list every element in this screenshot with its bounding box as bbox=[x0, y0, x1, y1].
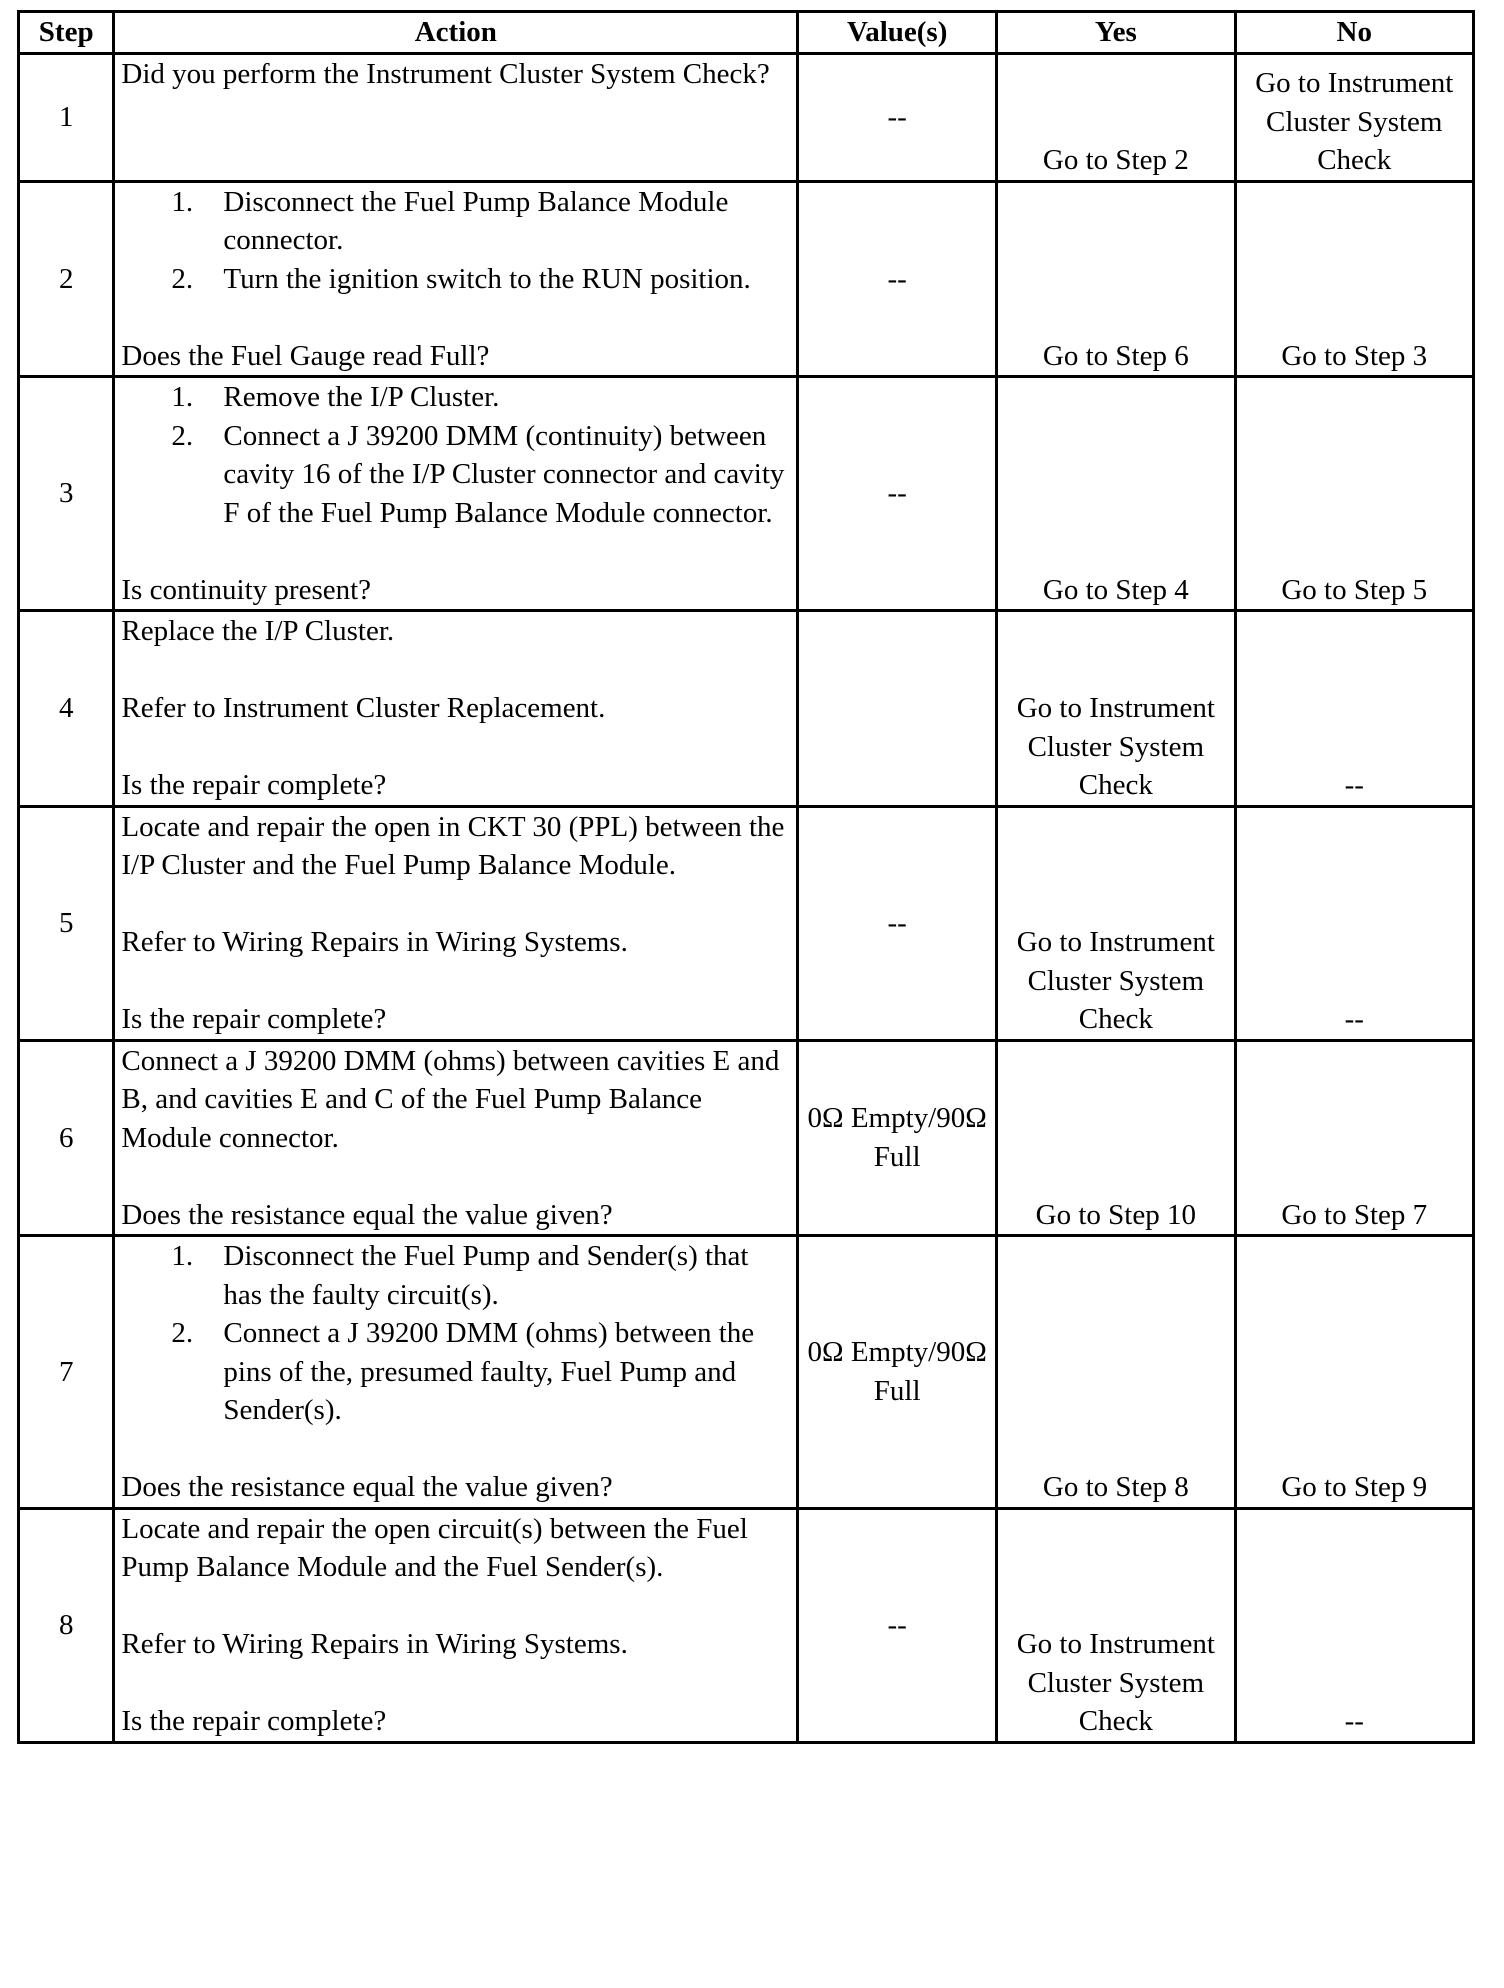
header-row bbox=[19, 12, 1474, 54]
action-step-text: Connect a J 39200 DMM (continuity) between cavity 16 of the I/P Cluster connector and cavity F of the Fuel Pump Balance Module connector. bbox=[223, 419, 785, 529]
header-step: Step bbox=[19, 12, 114, 54]
action-paragraph: Did you perform the Instrument Cluster System Check? bbox=[121, 57, 770, 90]
step-number: 6 bbox=[19, 1040, 114, 1236]
step-number: 1 bbox=[19, 53, 114, 181]
action-step-number: 1. bbox=[171, 381, 194, 413]
header-action: Action bbox=[114, 12, 798, 54]
action-step-number: 2. bbox=[171, 419, 194, 452]
action-cell bbox=[114, 377, 798, 611]
action-step-item bbox=[121, 1237, 790, 1314]
action-steps-list bbox=[121, 183, 790, 299]
no-cell: Go to Step 5 bbox=[1235, 377, 1473, 611]
values-cell: -- bbox=[798, 181, 997, 377]
values-cell: -- bbox=[798, 377, 997, 611]
action-cell bbox=[114, 181, 798, 377]
no-cell: Go to Step 3 bbox=[1235, 181, 1473, 377]
action-paragraph: Refer to Wiring Repairs in Wiring Systems. bbox=[121, 926, 628, 958]
action-question: Is continuity present? bbox=[121, 573, 372, 606]
spacer bbox=[121, 1157, 790, 1196]
action-paragraph: Connect a J 39200 DMM (ohms) between cavities E and B, and cavities E and C of the Fuel Pump Balance Module connector. bbox=[121, 1044, 780, 1154]
yes-cell: Go to Step 6 bbox=[997, 181, 1235, 377]
table-row bbox=[19, 377, 1474, 611]
step-number: 4 bbox=[19, 611, 114, 807]
spacer bbox=[121, 298, 790, 337]
step-number: 7 bbox=[19, 1236, 114, 1509]
table-row bbox=[19, 181, 1474, 377]
values-cell bbox=[798, 611, 997, 807]
table-row bbox=[19, 53, 1474, 181]
action-cell bbox=[114, 611, 798, 807]
action-cell bbox=[114, 806, 798, 1040]
action-step-text: Disconnect the Fuel Pump Balance Module connector. bbox=[223, 185, 729, 256]
action-step-text: Remove the I/P Cluster. bbox=[223, 381, 500, 413]
action-cell bbox=[114, 53, 798, 181]
no-cell: Go to Step 7 bbox=[1235, 1040, 1473, 1236]
yes-cell: Go to Step 4 bbox=[997, 377, 1235, 611]
yes-cell: Go to Step 10 bbox=[997, 1040, 1235, 1236]
action-paragraph: Refer to Instrument Cluster Replacement. bbox=[121, 692, 606, 724]
step-number: 5 bbox=[19, 806, 114, 1040]
action-step-number: 1. bbox=[171, 1240, 194, 1272]
action-paragraph: Locate and repair the open circuit(s) between the Fuel Pump Balance Module and the Fuel Sender(s). bbox=[121, 1512, 748, 1583]
yes-cell: Go to Instrument Cluster System Check bbox=[997, 611, 1235, 807]
action-cell bbox=[114, 1508, 798, 1742]
action-paragraph: Does the resistance equal the value given? bbox=[121, 1198, 613, 1231]
yes-cell: Go to Step 2 bbox=[997, 53, 1235, 181]
table-row bbox=[19, 1040, 1474, 1236]
values-cell: -- bbox=[798, 1508, 997, 1742]
action-question: Does the resistance equal the value given? bbox=[121, 1471, 613, 1503]
yes-cell: Go to Step 8 bbox=[997, 1236, 1235, 1509]
table-row bbox=[19, 806, 1474, 1040]
table-row bbox=[19, 611, 1474, 807]
action-step-number: 1. bbox=[171, 185, 194, 218]
action-steps-list bbox=[121, 1237, 790, 1430]
spacer bbox=[121, 962, 790, 1001]
no-cell: Go to Instrument Cluster System Check bbox=[1235, 53, 1473, 181]
diagnostic-table bbox=[17, 10, 1475, 1744]
action-paragraph: Refer to Wiring Repairs in Wiring Systems. bbox=[121, 1628, 628, 1660]
values-cell: 0Ω Empty/90Ω Full bbox=[798, 1236, 997, 1509]
spacer bbox=[121, 651, 790, 690]
no-cell: -- bbox=[1235, 806, 1473, 1040]
action-cell bbox=[114, 1040, 798, 1236]
table-row bbox=[19, 1236, 1474, 1509]
step-number: 3 bbox=[19, 377, 114, 611]
spacer bbox=[121, 728, 790, 767]
spacer bbox=[121, 1430, 790, 1469]
action-step-text: Connect a J 39200 DMM (ohms) between the pins of the, presumed faulty, Fuel Pump and Sender(s). bbox=[223, 1317, 755, 1426]
table-row bbox=[19, 1508, 1474, 1742]
table-body bbox=[19, 53, 1474, 1742]
values-cell: -- bbox=[798, 53, 997, 181]
action-step-item bbox=[121, 183, 790, 260]
header-no: No bbox=[1235, 12, 1473, 54]
header-yes: Yes bbox=[997, 12, 1235, 54]
action-paragraph: Replace the I/P Cluster. bbox=[121, 615, 395, 647]
action-step-item bbox=[121, 417, 790, 533]
action-paragraph: Is the repair complete? bbox=[121, 1003, 387, 1035]
action-paragraph: Locate and repair the open in CKT 30 (PPL) between the I/P Cluster and the Fuel Pump Balance Module. bbox=[121, 810, 785, 881]
values-cell: -- bbox=[798, 806, 997, 1040]
no-cell: -- bbox=[1235, 1508, 1473, 1742]
action-steps-list bbox=[121, 378, 790, 532]
no-cell: Go to Step 9 bbox=[1235, 1236, 1473, 1509]
spacer bbox=[121, 1587, 790, 1626]
action-paragraph: Is the repair complete? bbox=[121, 769, 387, 801]
action-step-text: Turn the ignition switch to the RUN position. bbox=[223, 262, 751, 295]
no-cell: -- bbox=[1235, 611, 1473, 807]
spacer bbox=[121, 532, 790, 571]
yes-cell: Go to Instrument Cluster System Check bbox=[997, 806, 1235, 1040]
action-question: Does the Fuel Gauge read Full? bbox=[121, 339, 490, 372]
action-step-number: 2. bbox=[171, 1317, 194, 1349]
spacer bbox=[121, 885, 790, 924]
yes-cell: Go to Instrument Cluster System Check bbox=[997, 1508, 1235, 1742]
action-paragraph: Is the repair complete? bbox=[121, 1705, 387, 1737]
action-step-number: 2. bbox=[171, 262, 194, 295]
step-number: 2 bbox=[19, 181, 114, 377]
diagnostic-document bbox=[17, 10, 1475, 1744]
spacer bbox=[121, 1664, 790, 1703]
header-values: Value(s) bbox=[798, 12, 997, 54]
action-step-item bbox=[121, 1314, 790, 1430]
action-step-text: Disconnect the Fuel Pump and Sender(s) that has the faulty circuit(s). bbox=[223, 1240, 749, 1311]
values-cell: 0Ω Empty/90Ω Full bbox=[798, 1040, 997, 1236]
action-cell bbox=[114, 1236, 798, 1509]
step-number: 8 bbox=[19, 1508, 114, 1742]
action-step-item bbox=[121, 378, 790, 417]
action-step-item bbox=[121, 260, 790, 299]
